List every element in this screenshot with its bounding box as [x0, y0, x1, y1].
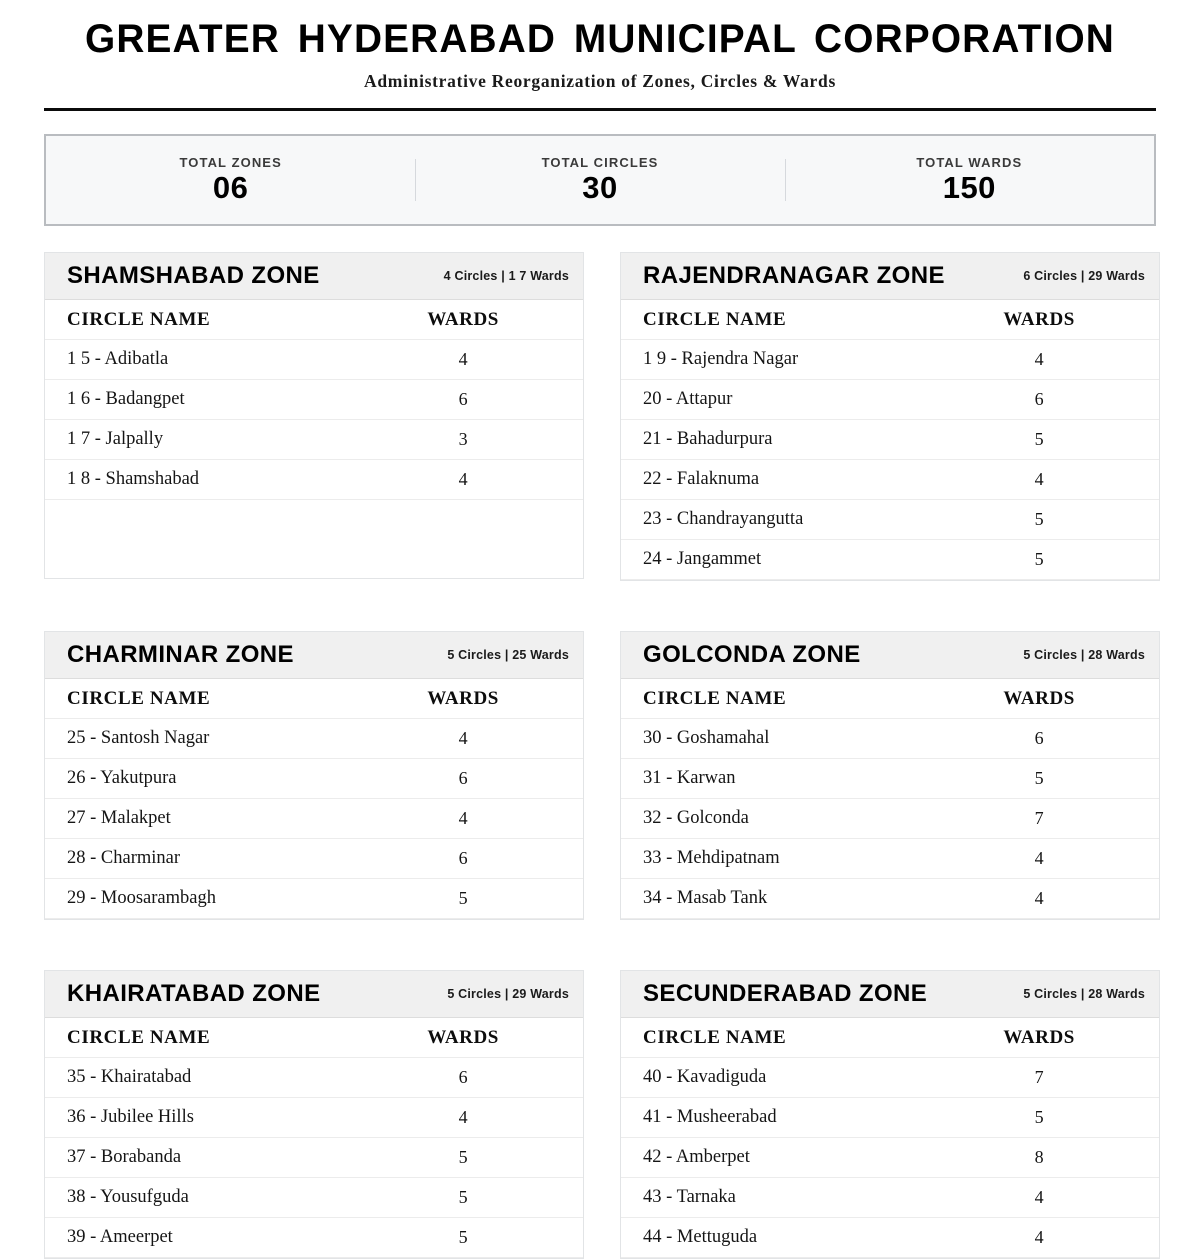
zone-name: KHAIRATABAD ZONE: [67, 980, 321, 1008]
column-header-wards: WARDS: [965, 1018, 1159, 1058]
zone-card-header: [45, 632, 583, 679]
circles-table: [45, 679, 583, 919]
table-row: [45, 420, 583, 460]
table-row: [45, 759, 583, 799]
table-row: [45, 340, 583, 380]
ward-count-cell: 4: [389, 340, 583, 380]
zone-name: CHARMINAR ZONE: [67, 641, 294, 669]
table-row: [45, 1138, 583, 1178]
column-header-circle-name: CIRCLE NAME: [621, 1018, 965, 1058]
circle-name-cell: 35 - Khairatabad: [45, 1058, 389, 1098]
circle-name-cell: 37 - Borabanda: [45, 1138, 389, 1178]
zone-meta-summary: 5 Circles | 28 Wards: [1023, 987, 1145, 1002]
circle-name-cell: 25 - Santosh Nagar: [45, 719, 389, 759]
ward-count-cell: 6: [965, 380, 1159, 420]
zone-card: [44, 631, 584, 920]
table-row: [621, 719, 1159, 759]
table-header-row: [621, 1018, 1159, 1058]
circle-name-cell: 20 - Attapur: [621, 380, 965, 420]
zone-card-header: [45, 971, 583, 1018]
table-row: [45, 1058, 583, 1098]
table-row: [45, 1178, 583, 1218]
circle-name-cell: 1 9 - Rajendra Nagar: [621, 340, 965, 380]
column-header-wards: WARDS: [389, 1018, 583, 1058]
column-header-wards: WARDS: [389, 300, 583, 340]
table-row: [45, 839, 583, 879]
circles-table: [621, 300, 1159, 580]
ward-count-cell: 5: [389, 1218, 583, 1258]
zone-card: [620, 631, 1160, 920]
circle-name-cell: 1 6 - Badangpet: [45, 380, 389, 420]
stat-total-zones: [46, 151, 415, 209]
table-row: [621, 460, 1159, 500]
table-row: [45, 879, 583, 919]
zone-card-header: [621, 971, 1159, 1018]
circles-table: [621, 679, 1159, 919]
table-row: [45, 1098, 583, 1138]
page-subtitle: Administrative Reorganization of Zones, Circles & Wards: [364, 71, 836, 92]
zone-name: SECUNDERABAD ZONE: [643, 980, 928, 1008]
zone-card: [44, 970, 584, 1259]
circle-name-cell: 33 - Mehdipatnam: [621, 839, 965, 879]
circle-name-cell: 41 - Musheerabad: [621, 1098, 965, 1138]
circle-name-cell: 43 - Tarnaka: [621, 1178, 965, 1218]
circle-name-cell: 23 - Chandrayangutta: [621, 500, 965, 540]
circle-name-cell: 42 - Amberpet: [621, 1138, 965, 1178]
zone-meta-summary: 6 Circles | 29 Wards: [1023, 269, 1145, 284]
ward-count-cell: 5: [965, 500, 1159, 540]
ward-count-cell: 4: [965, 839, 1159, 879]
circle-name-cell: 22 - Falaknuma: [621, 460, 965, 500]
ward-count-cell: 5: [389, 1178, 583, 1218]
circle-name-cell: 1 7 - Jalpally: [45, 420, 389, 460]
zone-card: [620, 252, 1160, 581]
circle-name-cell: 27 - Malakpet: [45, 799, 389, 839]
stat-total-zones-label: TOTAL ZONES: [179, 155, 282, 171]
summary-stats-bar: [44, 134, 1156, 226]
table-header-row: [621, 300, 1159, 340]
table-row: [621, 380, 1159, 420]
circle-name-cell: 31 - Karwan: [621, 759, 965, 799]
column-header-circle-name: CIRCLE NAME: [621, 300, 965, 340]
zone-card-header: [621, 632, 1159, 679]
ward-count-cell: 4: [389, 719, 583, 759]
column-header-circle-name: CIRCLE NAME: [45, 300, 389, 340]
column-header-wards: WARDS: [965, 300, 1159, 340]
table-header-row: [45, 1018, 583, 1058]
zone-meta-summary: 5 Circles | 25 Wards: [447, 648, 569, 663]
table-row: [621, 839, 1159, 879]
table-row: [621, 1178, 1159, 1218]
circle-name-cell: 24 - Jangammet: [621, 540, 965, 580]
column-header-circle-name: CIRCLE NAME: [45, 679, 389, 719]
ward-count-cell: 5: [965, 1098, 1159, 1138]
ward-count-cell: 4: [965, 340, 1159, 380]
table-row: [621, 799, 1159, 839]
table-row: [45, 719, 583, 759]
zone-card: [620, 970, 1160, 1259]
stat-total-circles: [415, 151, 784, 209]
circles-table: [45, 300, 583, 500]
column-header-circle-name: CIRCLE NAME: [45, 1018, 389, 1058]
ward-count-cell: 6: [389, 759, 583, 799]
ward-count-cell: 4: [389, 460, 583, 500]
zone-card: [44, 252, 584, 579]
ward-count-cell: 7: [965, 799, 1159, 839]
zone-meta-summary: 5 Circles | 28 Wards: [1023, 648, 1145, 663]
zone-name: GOLCONDA ZONE: [643, 641, 861, 669]
document-header: [0, 0, 1200, 92]
ward-count-cell: 6: [389, 839, 583, 879]
table-row: [621, 1058, 1159, 1098]
ward-count-cell: 8: [965, 1138, 1159, 1178]
table-row: [621, 340, 1159, 380]
table-row: [621, 759, 1159, 799]
zone-meta-summary: 5 Circles | 29 Wards: [447, 987, 569, 1002]
column-header-wards: WARDS: [965, 679, 1159, 719]
card-empty-space: [45, 500, 583, 578]
page-title: GREATER HYDERABAD MUNICIPAL CORPORATION: [84, 17, 1115, 61]
table-row: [621, 1138, 1159, 1178]
table-header-row: [45, 679, 583, 719]
ward-count-cell: 4: [965, 1218, 1159, 1258]
ward-count-cell: 6: [965, 719, 1159, 759]
zone-name: SHAMSHABAD ZONE: [67, 262, 320, 290]
ward-count-cell: 6: [389, 380, 583, 420]
circle-name-cell: 29 - Moosarambagh: [45, 879, 389, 919]
circle-name-cell: 21 - Bahadurpura: [621, 420, 965, 460]
table-row: [621, 500, 1159, 540]
ward-count-cell: 4: [965, 460, 1159, 500]
table-row: [621, 879, 1159, 919]
stat-total-wards-value: 150: [942, 170, 996, 206]
circle-name-cell: 44 - Mettuguda: [621, 1218, 965, 1258]
ward-count-cell: 4: [389, 799, 583, 839]
stat-total-zones-value: 06: [212, 170, 249, 206]
ward-count-cell: 4: [965, 1178, 1159, 1218]
table-row: [621, 1218, 1159, 1258]
zone-card-header: [45, 253, 583, 300]
table-row: [45, 380, 583, 420]
table-row: [621, 420, 1159, 460]
column-header-wards: WARDS: [389, 679, 583, 719]
circle-name-cell: 38 - Yousufguda: [45, 1178, 389, 1218]
circle-name-cell: 26 - Yakutpura: [45, 759, 389, 799]
circle-name-cell: 36 - Jubilee Hills: [45, 1098, 389, 1138]
circle-name-cell: 1 5 - Adibatla: [45, 340, 389, 380]
stat-total-circles-value: 30: [582, 170, 618, 206]
table-row: [45, 1218, 583, 1258]
ward-count-cell: 5: [965, 540, 1159, 580]
zone-card-grid: [44, 252, 1160, 1259]
table-row: [45, 460, 583, 500]
zone-meta-summary: 4 Circles | 1 7 Wards: [443, 269, 569, 284]
ward-count-cell: 5: [965, 759, 1159, 799]
ward-count-cell: 5: [389, 1138, 583, 1178]
ward-count-cell: 4: [389, 1098, 583, 1138]
circle-name-cell: 32 - Golconda: [621, 799, 965, 839]
circle-name-cell: 40 - Kavadiguda: [621, 1058, 965, 1098]
ward-count-cell: 5: [965, 420, 1159, 460]
circles-table: [621, 1018, 1159, 1258]
circle-name-cell: 39 - Ameerpet: [45, 1218, 389, 1258]
circle-name-cell: 30 - Goshamahal: [621, 719, 965, 759]
stat-total-circles-label: TOTAL CIRCLES: [541, 155, 659, 171]
circle-name-cell: 34 - Masab Tank: [621, 879, 965, 919]
circle-name-cell: 28 - Charminar: [45, 839, 389, 879]
zone-name: RAJENDRANAGAR ZONE: [643, 262, 945, 290]
header-divider-rule: [44, 108, 1156, 111]
stat-total-wards-label: TOTAL WARDS: [916, 155, 1023, 171]
circle-name-cell: 1 8 - Shamshabad: [45, 460, 389, 500]
table-header-row: [621, 679, 1159, 719]
ward-count-cell: 6: [389, 1058, 583, 1098]
ward-count-cell: 4: [965, 879, 1159, 919]
table-row: [45, 799, 583, 839]
zone-card-header: [621, 253, 1159, 300]
stat-total-wards: [785, 151, 1154, 209]
circles-table: [45, 1018, 583, 1258]
ward-count-cell: 3: [389, 420, 583, 460]
ward-count-cell: 7: [965, 1058, 1159, 1098]
table-header-row: [45, 300, 583, 340]
column-header-circle-name: CIRCLE NAME: [621, 679, 965, 719]
table-row: [621, 1098, 1159, 1138]
ward-count-cell: 5: [389, 879, 583, 919]
table-row: [621, 540, 1159, 580]
